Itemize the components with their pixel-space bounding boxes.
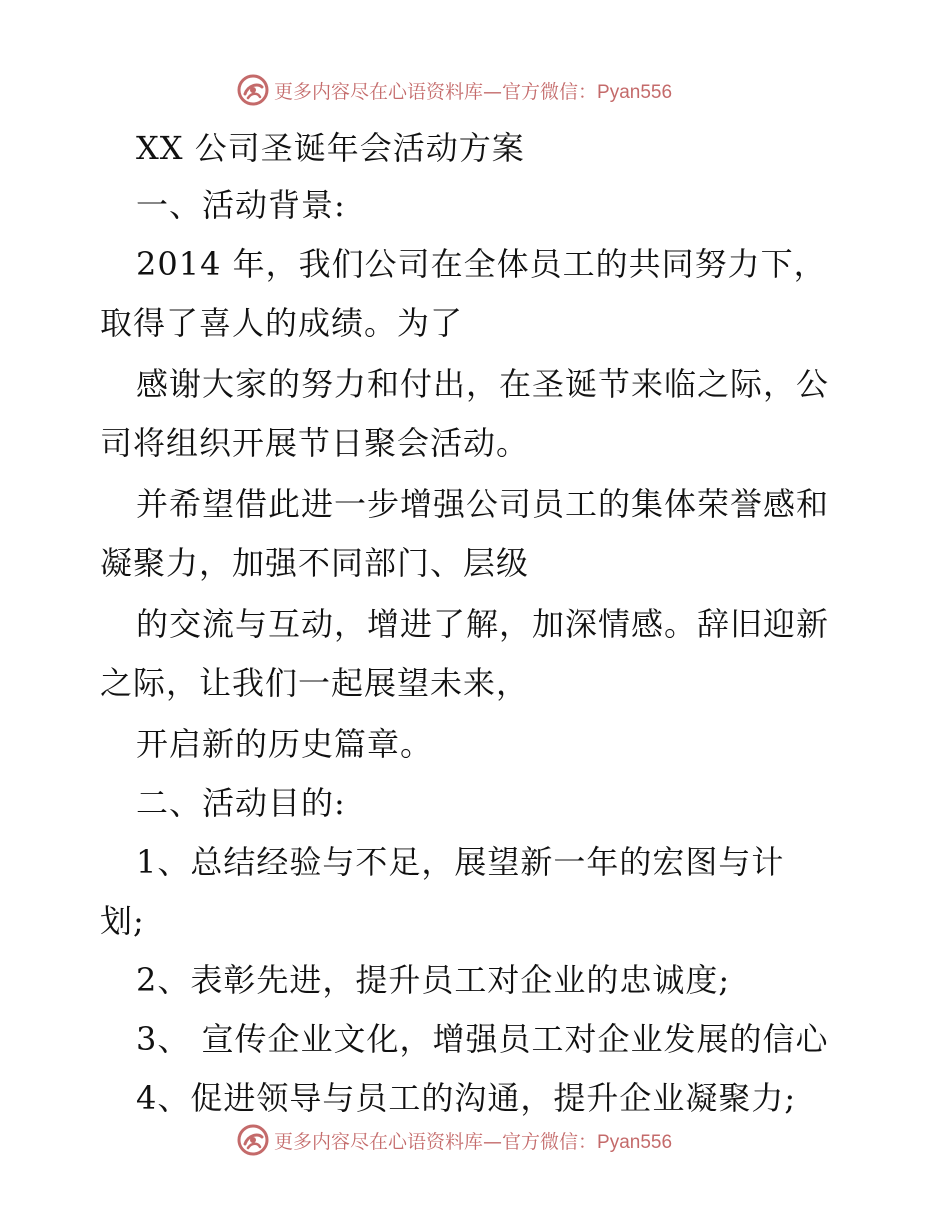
- list-item: 2、表彰先进，提升员工对企业的忠诚度;: [136, 961, 731, 999]
- list-item: 划;: [100, 902, 145, 940]
- watermark-text: 更多内容尽在心语资料库—官方微信：Pyan556: [274, 80, 673, 103]
- section-heading: 二、活动目的:: [136, 784, 346, 822]
- paragraph-line: 2014 年，我们公司在全体员工的共同努力下，: [136, 245, 827, 283]
- swirl-logo-icon: [236, 1123, 270, 1157]
- paragraph-line: 司将组织开展节日聚会活动。: [100, 424, 530, 462]
- list-item: 4、促进领导与员工的沟通，提升企业凝聚力;: [136, 1079, 797, 1117]
- paragraph-line: 并希望借此进一步增强公司员工的集体荣誉感和: [136, 485, 830, 523]
- list-item: 3、 宣传企业文化，增强员工对企业发展的信心: [136, 1020, 829, 1058]
- document-title: XX 公司圣诞年会活动方案: [136, 129, 525, 167]
- watermark-banner-bottom: [236, 1120, 716, 1160]
- paragraph-line: 凝聚力，加强不同部门、层级: [100, 544, 530, 582]
- paragraph-line: 之际，让我们一起展望未来，: [100, 664, 530, 702]
- list-item: 1、总结经验与不足，展望新一年的宏图与计: [136, 843, 785, 881]
- paragraph-line: 取得了喜人的成绩。为了: [100, 304, 464, 342]
- watermark-text: 更多内容尽在心语资料库—官方微信：Pyan556: [274, 1130, 673, 1153]
- paragraph-line: 开启新的历史篇章。: [136, 725, 434, 763]
- paragraph-line: 感谢大家的努力和付出，在圣诞节来临之际，公: [136, 365, 830, 403]
- paragraph-line: 的交流与互动，增进了解，加深情感。辞旧迎新: [136, 605, 830, 643]
- section-heading: 一、活动背景:: [136, 186, 346, 224]
